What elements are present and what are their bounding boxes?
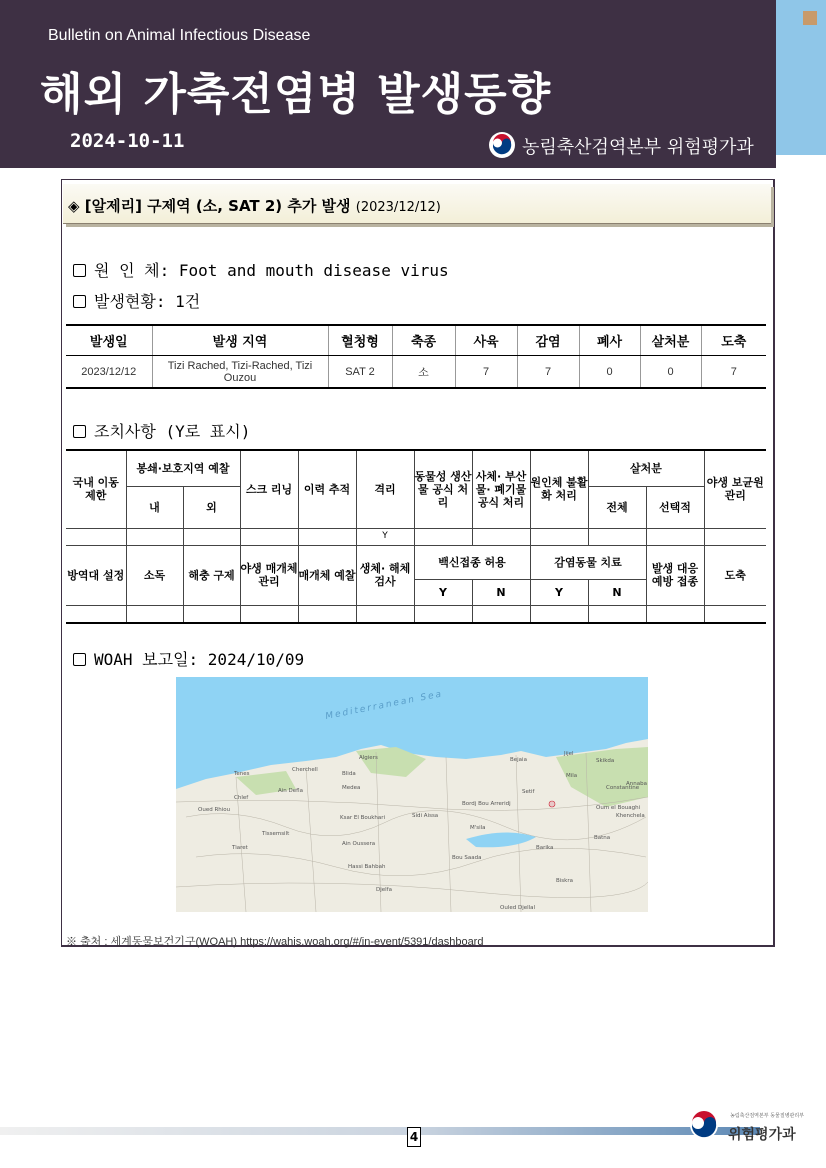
value-cell — [183, 605, 240, 623]
map-svg — [176, 677, 648, 912]
value-cell — [356, 605, 414, 623]
checkbox-square-icon — [73, 295, 86, 308]
section-pathogen — [73, 258, 449, 281]
header-stamping-selective: 선택적 — [646, 486, 704, 528]
organization-name: 농림축산검역본부 위험평가과 — [522, 137, 754, 158]
value-cell — [414, 605, 472, 623]
value-cell — [704, 605, 766, 623]
place-label: Oum el Bouaghi — [596, 805, 641, 811]
col-header: 감염 — [517, 325, 579, 356]
header-vector-surveillance: 매개체 예찰 — [298, 545, 356, 605]
sea-label: Mediterranean Sea — [324, 689, 444, 722]
place-label: Sidi Aissa — [412, 813, 439, 819]
place-label: Bejaia — [510, 757, 527, 763]
section-measures — [73, 419, 250, 442]
header-pest-control: 해충 구제 — [183, 545, 240, 605]
place-label: Blida — [342, 771, 356, 777]
diamond-marker-icon: ◈ — [68, 197, 80, 215]
header-carcass: 사체· 부산물· 폐기물 공식 처리 — [472, 450, 530, 528]
value-cell — [472, 605, 530, 623]
page-number: 4 — [407, 1127, 421, 1147]
col-header: 도축 — [701, 325, 766, 356]
value-cell — [240, 528, 298, 545]
place-label: M'sila — [470, 825, 486, 831]
col-header: 발생일 — [66, 325, 152, 356]
value-cell — [530, 605, 588, 623]
place-label: Jijel — [564, 751, 574, 757]
cell-species: 소 — [392, 356, 455, 389]
checkbox-square-icon — [73, 425, 86, 438]
table-row — [66, 528, 766, 545]
value-cell — [66, 605, 126, 623]
checkbox-square-icon — [73, 653, 86, 666]
place-label: Batna — [594, 835, 611, 841]
header-subtitle: Bulletin on Animal Infectious Disease — [48, 27, 311, 44]
col-header: 사육 — [455, 325, 517, 356]
cell-date: 2023/12/12 — [66, 356, 152, 389]
header-yes: Y — [414, 579, 472, 605]
place-label: Algiers — [359, 755, 378, 761]
outbreak-map — [176, 677, 648, 912]
value-cell — [126, 528, 183, 545]
value-cell — [183, 528, 240, 545]
table-header-row — [66, 325, 766, 356]
header-stamping: 살처분 — [588, 450, 704, 486]
issue-date: 2024-10-11 — [70, 130, 185, 152]
place-label: Oued Rhiou — [198, 807, 231, 813]
value-cell — [646, 528, 704, 545]
place-label: Constantine — [606, 785, 640, 791]
cell-killed: 0 — [640, 356, 701, 389]
place-label: Tissemsilt — [262, 831, 290, 837]
place-label: Hassi Bahbah — [348, 864, 386, 870]
page-title: 해외 가축전염병 발생동향 — [40, 69, 552, 120]
header-screening: 스크 리닝 — [240, 450, 298, 528]
place-label: Tiaret — [232, 845, 248, 851]
table-row — [66, 356, 766, 389]
cell-slaughtered: 7 — [701, 356, 766, 389]
header-ante-post-mortem: 생체· 해체 검사 — [356, 545, 414, 605]
value-cell — [414, 528, 472, 545]
col-header: 발생 지역 — [152, 325, 328, 356]
header-trace: 이력 추적 — [298, 450, 356, 528]
value-cell — [472, 528, 530, 545]
outbreak-table — [66, 324, 766, 389]
source-citation: ※ 출처 : 세계동물보건기구(WOAH) https://wahis.woah.org/#/in-event/5391/dashboard — [66, 936, 484, 948]
cell-serotype: SAT 2 — [328, 356, 392, 389]
header-movement: 국내 이동 제한 — [66, 450, 126, 528]
place-label: Mila — [566, 773, 578, 779]
cell-region: Tizi Rached, Tizi-Rached, Tizi Ouzou — [152, 356, 328, 389]
header-yes: Y — [530, 579, 588, 605]
place-label: Ain Oussera — [342, 841, 376, 847]
value-cell — [704, 528, 766, 545]
checkbox-square-icon — [73, 264, 86, 277]
place-label: Chlef — [234, 795, 249, 801]
header-zone-in: 내 — [126, 486, 183, 528]
header-zone-out: 외 — [183, 486, 240, 528]
header-banner — [0, 0, 776, 168]
col-header: 폐사 — [579, 325, 640, 356]
topic-date: (2023/12/12) — [355, 200, 441, 215]
korea-government-emblem-icon — [488, 131, 516, 159]
value-cell — [240, 605, 298, 623]
measures-text: 조치사항 (Y로 표시) — [94, 422, 251, 441]
place-label: Tenes — [234, 771, 250, 777]
col-header: 축종 — [392, 325, 455, 356]
value-cell — [588, 528, 646, 545]
status-text: 발생현황: 1건 — [94, 292, 201, 311]
footer-org-small: 농림축산검역본부 동물질병관리부 — [730, 1113, 805, 1119]
header-wildlife-reservoir: 야생 보균원 관리 — [704, 450, 766, 528]
place-label: Djelfa — [376, 887, 392, 893]
header-no: N — [588, 579, 646, 605]
place-label: Cherchell — [292, 767, 318, 773]
place-label: Annaba — [626, 781, 647, 787]
place-label: Barika — [536, 845, 554, 851]
value-cell — [298, 528, 356, 545]
place-label: Bou Saada — [452, 855, 482, 861]
value-cell — [66, 528, 126, 545]
place-label: Khenchela — [616, 813, 645, 819]
footer-line — [0, 1127, 760, 1135]
table-header-row — [66, 545, 766, 579]
header-vaccination: 백신접종 허용 — [414, 545, 530, 579]
header-quarantine: 격리 — [356, 450, 414, 528]
topic-heading — [68, 195, 441, 216]
col-header: 살처분 — [640, 325, 701, 356]
value-cell — [298, 605, 356, 623]
place-label: Ouled Djellal — [500, 905, 536, 911]
header-preventive-vaccination: 발생 대응 예방 접종 — [646, 545, 704, 605]
section-status — [73, 289, 200, 312]
header-zone: 봉쇄·보호지역 예찰 — [126, 450, 240, 486]
value-cell — [588, 605, 646, 623]
header-disinfection: 소독 — [126, 545, 183, 605]
value-cell — [646, 605, 704, 623]
cell-susceptible: 7 — [455, 356, 517, 389]
place-label: Skikda — [596, 758, 615, 764]
pathogen-text: 원 인 체: Foot and mouth disease virus — [94, 261, 449, 280]
header-product: 동물성 생산물 공식 처리 — [414, 450, 472, 528]
header-stamping-all: 전체 — [588, 486, 646, 528]
place-label: Biskra — [556, 878, 573, 884]
cell-cases: 7 — [517, 356, 579, 389]
decorative-strip — [776, 0, 826, 155]
value-cell — [126, 605, 183, 623]
header-zoning: 방역대 설정 — [66, 545, 126, 605]
table-row — [66, 605, 766, 623]
topic-text: [알제리] 구제역 (소, SAT 2) 추가 발생 — [84, 197, 351, 215]
place-label: Setif — [522, 789, 535, 795]
place-label: Bordj Bou Arreridj — [462, 801, 511, 807]
woah-report-text: WOAH 보고일: 2024/10/09 — [94, 650, 305, 669]
footer-dept-name: 위험평가과 — [728, 1127, 796, 1143]
value-cell: Y — [356, 528, 414, 545]
header-no: N — [472, 579, 530, 605]
decorative-square — [803, 11, 817, 25]
header-inactivation: 원인체 불활화 처리 — [530, 450, 588, 528]
col-header: 혈청형 — [328, 325, 392, 356]
measures-table — [66, 449, 766, 624]
place-label: Ksar El Boukhari — [340, 815, 386, 821]
place-label: Ain Defla — [278, 788, 303, 794]
cell-deaths: 0 — [579, 356, 640, 389]
header-slaughter: 도축 — [704, 545, 766, 605]
table-header-row — [66, 450, 766, 486]
outbreak-marker — [549, 801, 555, 807]
section-woah — [73, 647, 304, 670]
place-label: Medea — [342, 785, 361, 791]
value-cell — [530, 528, 588, 545]
header-treatment: 감염동물 치료 — [530, 545, 646, 579]
header-wild-vector: 야생 매개체 관리 — [240, 545, 298, 605]
korea-government-emblem-icon — [688, 1109, 720, 1141]
